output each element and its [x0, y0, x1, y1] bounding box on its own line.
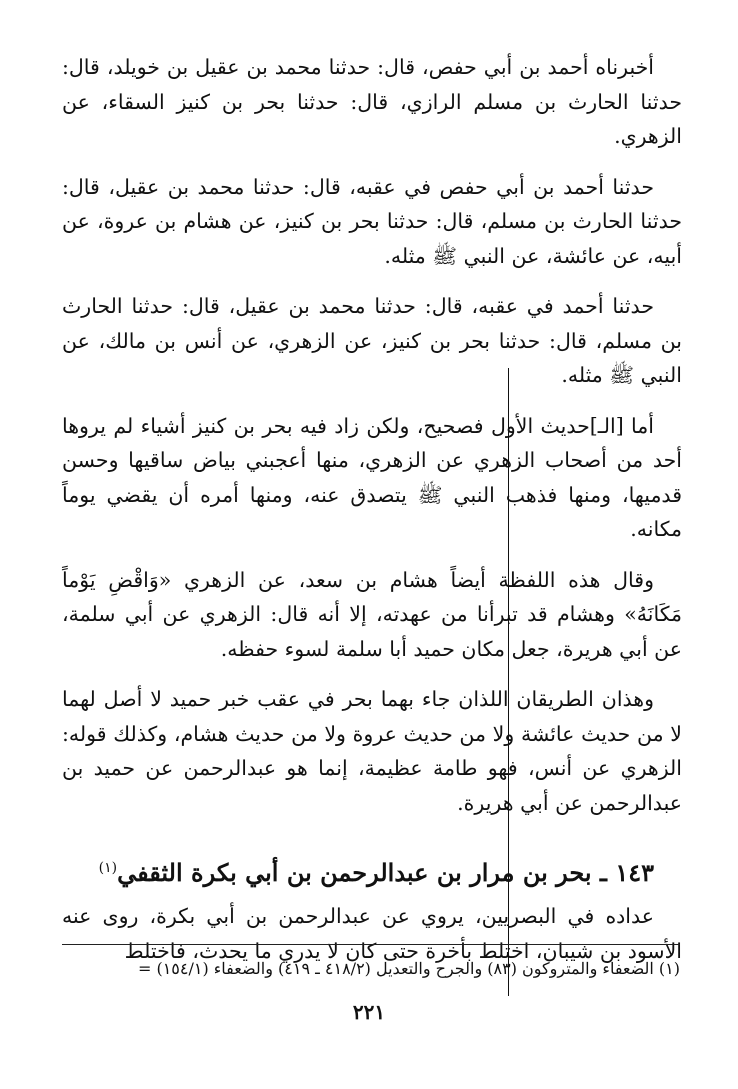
paragraph-after-heading: عداده في البصريين، يروي عن عبدالرحمن بن أبي بكرة، روى عنه الأسود بن شيبان، اختلط بأخرة حتى كان لا يدري ما يحدث، فاختلط [62, 904, 682, 963]
paragraph-6: وهذان الطريقان اللذان جاء بهما بحر في عقب خبر حميد لا أصل لهما لا من حديث عائشة ولا من حديث عروة ولا من حديث هشام، وكذلك قوله: الزهري عن أنس، فهو طامة عظيمة، إنما هو عبدالرحمن عن حميد بن عبدالرحمن عن أبي هريرة. [62, 687, 682, 815]
entry-heading [62, 848, 682, 893]
paragraph-4: أما [الـ]حديث الأول فصحيح، ولكن زاد فيه بحر بن كنيز أشياء لم يروها أحد من أصحاب الزهري عن الزهري، منها أعجبني بياض ساقيها وحسن قدميها، ومنها فذهب النبي ﷺ يتصدق عنه، ومنها أمره أن يقضي يوماً مكانه. [62, 413, 682, 541]
paragraph-5: وقال هذه اللفظة أيضاً هشام بن سعد، عن الزهري «وَاقْضِ يَوْماً مَكَانَهُ» وهشام قد تبرأنا من عهدته، إلا أنه قال: الزهري عن أبي سلمة، عن أبي هريرة، جعل مكان حميد أبا سلمة لسوء حفظه. [62, 567, 682, 661]
page-number: ٢٢١ [352, 1000, 386, 1024]
paragraph-1: أخبرناه أحمد بن أبي حفص، قال: حدثنا محمد بن عقيل بن خويلد، قال: حدثنا الحارث بن مسلم الرازي، قال: حدثنا بحر بن كنيز السقاء، عن الزهري. [62, 55, 682, 148]
paragraph-3: حدثنا أحمد في عقبه، قال: حدثنا محمد بن عقيل، قال: حدثنا الحارث بن مسلم، قال: حدثنا بحر بن كنيز، عن الزهري، عن أنس بن مالك، عن النبي ﷺ مثله. [62, 294, 682, 387]
paragraph-2: حدثنا أحمد بن أبي حفص في عقبه، قال: حدثنا محمد بن عقيل، قال: حدثنا الحارث بن مسلم، قال: حدثنا بحر بن كنيز، عن هشام بن عروة، عن أبيه، عن عائشة، عن النبي ﷺ مثله. [62, 174, 682, 268]
page-body [62, 50, 682, 984]
footnote-separator [62, 944, 680, 945]
scan-vertical-line [508, 368, 509, 996]
footnote: (١) الضعفاء والمتروكون (٨٣) والجرح والتعديل (٤١٨/٢ ـ ٤١٩) والضعفاء (١٥٤/١) = [137, 959, 680, 978]
footnote-ref: (١) [98, 860, 118, 876]
entry-heading-text: ١٤٣ ـ بحر بن مرار بن عبدالرحمن بن أبي بكرة الثقفي [117, 858, 654, 887]
